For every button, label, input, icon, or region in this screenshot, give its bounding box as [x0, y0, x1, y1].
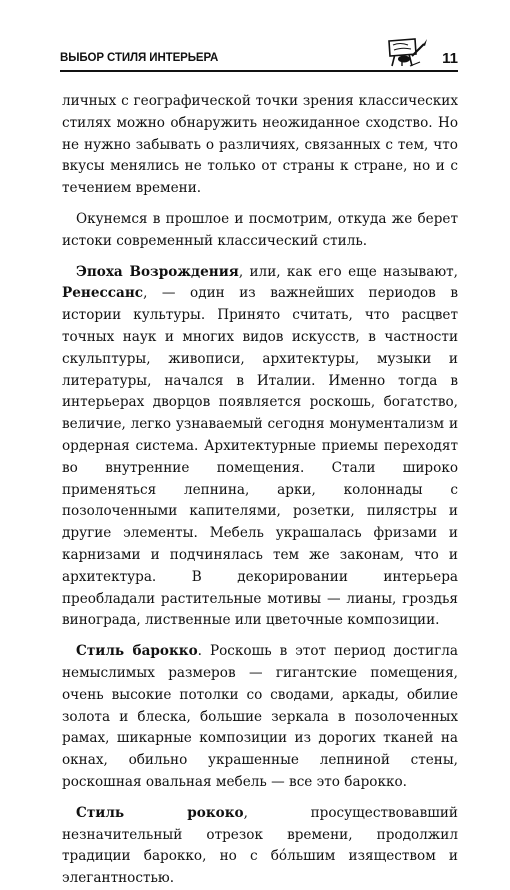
paragraph-rococo	[62, 803, 458, 890]
paragraph-renaissance	[62, 262, 458, 633]
paint-easel-icon	[382, 36, 428, 70]
text-segment: Окунемся в прошлое и посмотрим, откуда же берет истоки современный классический стиль.	[62, 210, 458, 249]
text-segment: . Роскошь в этот период достигла немыслимых размеров — гигантские помещения, очень высокие потолки со сводами, аркады, обилие золота и блеска, большие зеркала в позолоченных рамах, шикарные композиции из дорогих тканей на окнах, обильно украшенные лепниной стены, роскошная овальная мебель — все это барокко.	[62, 643, 458, 790]
term-baroque: Стиль барокко	[76, 643, 198, 660]
term-rococo: Стиль рококо	[76, 804, 244, 821]
term-renaissance-epoch: Эпоха Возрождения	[76, 263, 239, 280]
text-segment: , просуществовавший незначительный отрезок времени, продолжил традиции барокко, но с бóльшим изяществом и элегантностью.	[62, 804, 458, 887]
paragraph-1	[62, 91, 458, 200]
text-segment: , — один из важнейших периодов в истории культуры. Принято считать, что расцвет точных наук и многих видов искусств, в частности скульптуры, живописи, архитектуры, музыки и литературы, начался в Италии. Именно тогда в интерьерах дворцов появляется роскошь, богатство, величие, легко узнаваемый сегодня монументализм и ордерная система. Архитектурные приемы переходят во внутренние помещения. Стали широко применяться лепнина, арки, колоннады с позолоченными капителями, розетки, пилястры и другие элементы. Мебель украшалась фризами и карнизами и подчинялась тем же законам, что и архитектура. В декорировании интерьера преобладали растительные мотивы — лианы, гроздья винограда, лиственные или цветочные композиции.	[62, 285, 458, 629]
page-header	[60, 50, 458, 72]
body-text	[62, 91, 458, 890]
term-renaissance: Ренессанс	[62, 285, 144, 302]
text-segment: , или, как его еще называют,	[238, 263, 458, 280]
running-head: ВЫБОР СТИЛЯ ИНТЕРЬЕРА	[60, 52, 219, 64]
page-number: 11	[442, 50, 458, 67]
paragraph-baroque	[62, 641, 458, 794]
text-segment: личных с географической точки зрения классических стилях можно обнаружить неожиданное сходство. Но не нужно забывать о различиях, связанных с тем, что вкусы менялись не только от страны к стране, но и с течением времени.	[62, 93, 458, 197]
paragraph-2	[62, 209, 458, 253]
header-rule	[60, 70, 458, 72]
